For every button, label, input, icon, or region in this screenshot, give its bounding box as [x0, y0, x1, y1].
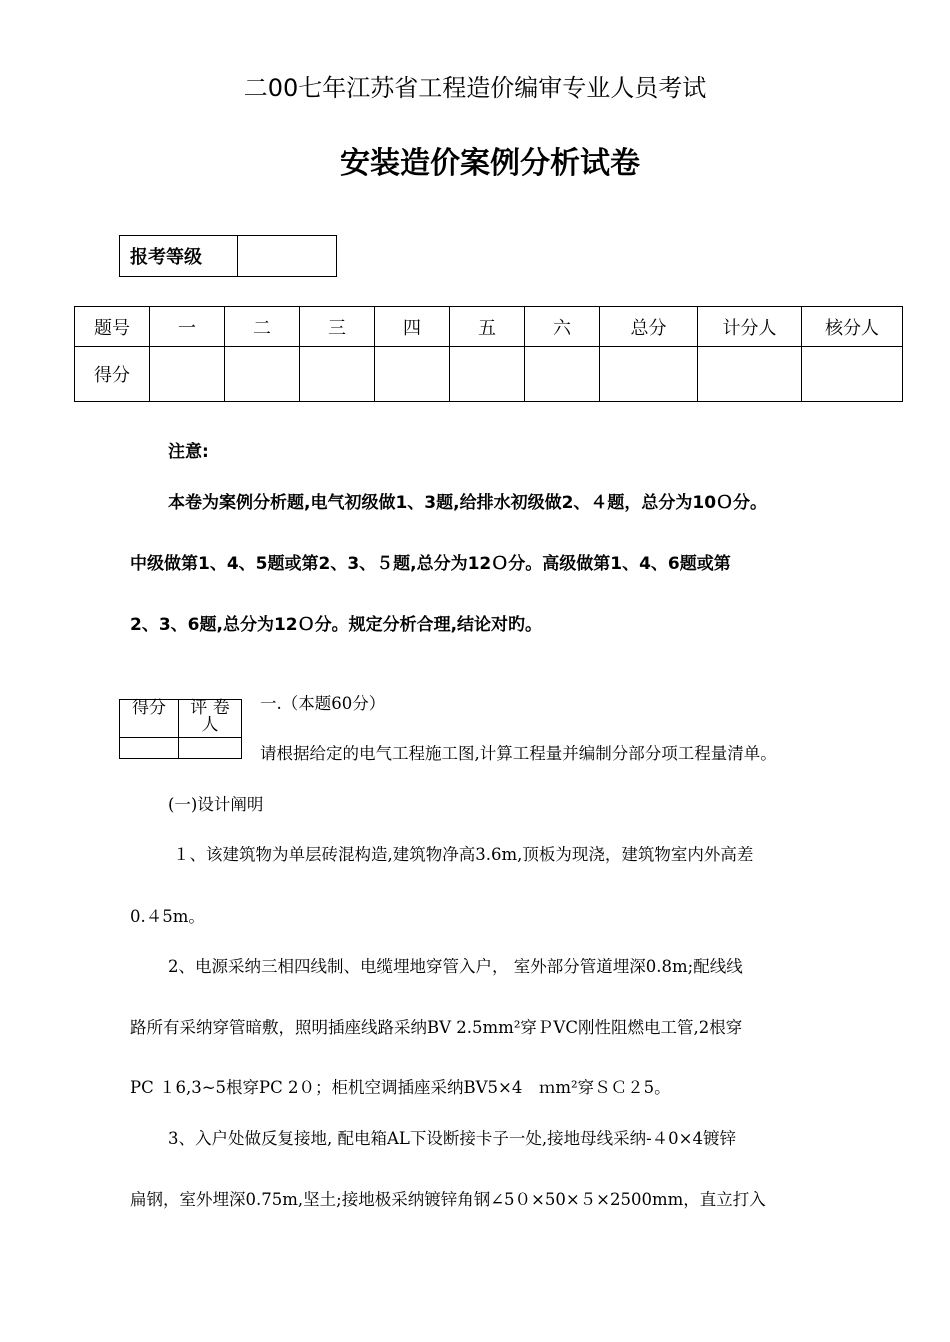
grader-name-label: [179, 700, 242, 738]
header-cell: 一: [150, 307, 225, 347]
header-cell: 总分: [600, 307, 698, 347]
grader-score-label: 得分: [120, 700, 179, 738]
score-table: [74, 306, 903, 402]
paragraph-line: 3、入户处做反复接地, 配电箱AL下设断接卡子一处,接地母线采纳-４0×4镀锌: [168, 1129, 737, 1148]
score-cell[interactable]: [600, 347, 698, 402]
score-row-label: 得分: [75, 347, 150, 402]
notice-line: 2、3、6题,总分为12Ｏ分。规定分析合理,结论对旳。: [130, 615, 543, 635]
score-cell[interactable]: [375, 347, 450, 402]
grader-label-line: 评 卷: [190, 698, 230, 718]
score-cell[interactable]: [450, 347, 525, 402]
paragraph-line: １、该建筑物为单层砖混构造,建筑物净高3.6m,顶板为现浇，建筑物室内外高差: [173, 845, 754, 864]
notice-line: 中级做第1、4、5题或第2、3、５题,总分为12Ｏ分。高级做第1、4、6题或第: [130, 554, 731, 574]
header-cell: 五: [450, 307, 525, 347]
header-cell: 六: [525, 307, 600, 347]
paragraph-line: 2、电源采纳三相四线制、电缆埋地穿管入户， 室外部分管道埋深0.8m;配线线: [168, 957, 743, 976]
header-cell: 题号: [75, 307, 150, 347]
header-cell: 计分人: [698, 307, 802, 347]
header-cell: 三: [300, 307, 375, 347]
paper-title: 安装造价案例分析试卷: [340, 146, 640, 181]
question-heading: 一.（本题60分）: [260, 694, 386, 713]
notice-label: 注意:: [168, 442, 209, 462]
grader-name-cell[interactable]: [179, 738, 242, 759]
design-title: (一)设计阐明: [168, 795, 264, 814]
score-cell[interactable]: [300, 347, 375, 402]
notice-line: 本卷为案例分析题,电气初级做1、3题,给排水初级做2、４题，总分为10Ｏ分。: [168, 493, 768, 513]
score-cell[interactable]: [698, 347, 802, 402]
paragraph-line: 扁钢，室外埋深0.75m,坚土;接地极采纳镀锌角钢∠5０×50×５×2500mm，直立打入: [130, 1190, 766, 1209]
level-input-cell[interactable]: [238, 236, 337, 277]
paragraph-line: 路所有采纳穿管暗敷，照明插座线路采纳BV 2.5mm²穿ＰVC刚性阻燃电工管,2根穿: [130, 1018, 743, 1037]
header-cell: 二: [225, 307, 300, 347]
level-label: 报考等级: [120, 236, 238, 277]
score-cell[interactable]: [525, 347, 600, 402]
score-cell[interactable]: [225, 347, 300, 402]
grader-label-line: 人: [201, 715, 219, 735]
level-table: [119, 235, 337, 277]
grader-table: [119, 699, 242, 759]
paragraph-line: 0.４5m。: [130, 907, 205, 926]
header-cell: 四: [375, 307, 450, 347]
question-intro: 请根据给定的电气工程施工图,计算工程量并编制分部分项工程量清单。: [260, 744, 777, 763]
grader-score-cell[interactable]: [120, 738, 179, 759]
header-cell: 核分人: [802, 307, 903, 347]
paragraph-line: PC １6,3~5根穿PC 2０；柜机空调插座采纳BV5×4 ｍm²穿ＳＣ２5。: [130, 1078, 671, 1097]
score-cell[interactable]: [150, 347, 225, 402]
score-cell[interactable]: [802, 347, 903, 402]
exam-title: 二00七年江苏省工程造价编审专业人员考试: [243, 74, 707, 102]
